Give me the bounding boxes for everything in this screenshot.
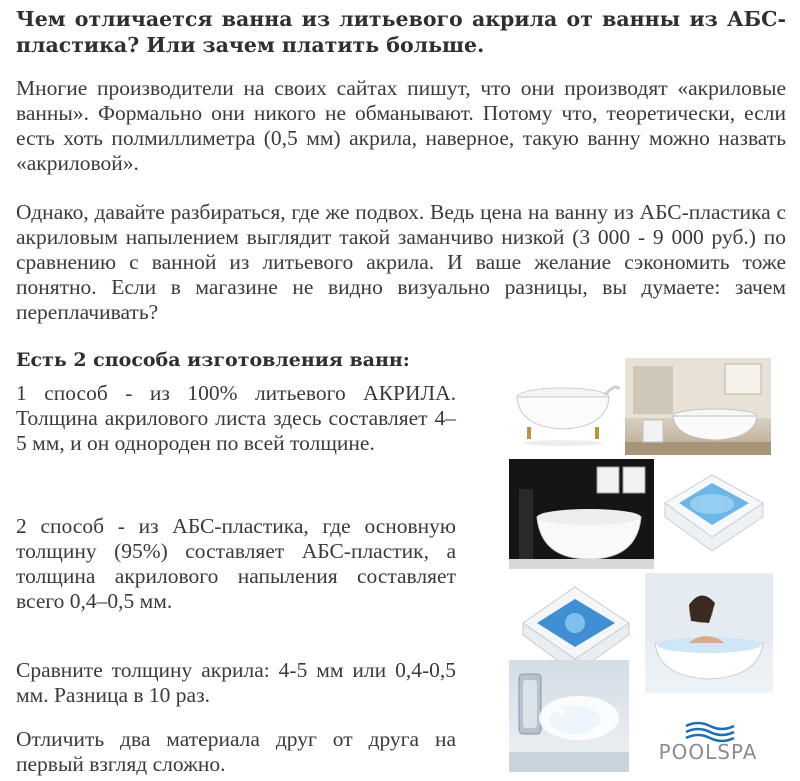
wave-icon [648,720,768,742]
bathroom-interior-image [625,358,771,455]
bathtub-gallery [505,355,785,775]
compare-text: Сравните толщину акрила: 4-5 мм или 0,4-0,5 мм. Разница в 10 раз. [16,658,456,707]
closing-text: Отличить два материала друг от друга на первый взгляд сложно. [16,727,456,776]
corner-tub-image [655,463,770,553]
article-title: Чем отличается ванна из литьевого акрила от ванны из АБС-пластика? Или зачем платить больше. [16,7,786,57]
woman-bath-image [645,573,773,693]
poolspa-logo [648,720,768,770]
clawfoot-tub-image [505,355,621,455]
method-2-text: 2 способ - из АБС-пластика, где основную толщину (95%) составляет АБС-пластик, а толщина акрилового напыления составляет всего 0,4–0,5 мм. [16,514,456,613]
logo-text: POOLSPA [658,740,758,764]
method-1-text: 1 способ - из 100% литьевого АКРИЛА. Толщина акрилового листа здесь составляет 4–5 мм, и он однороден по всей толщине. [16,381,456,455]
water-jet-image [509,660,629,772]
paragraph-intro: Многие производители на своих сайтах пишут, что они производят «акриловые ванны». Формально они никого не обманывают. Потому что, теоретически, если есть хоть полмиллиметра (0,5 мм) акрила, наверное, такую ванну можно назвать «акриловой». [16,76,786,175]
black-bathroom-image [509,459,654,569]
methods-subheading: Есть 2 способа изготовления ванн: [16,349,410,371]
paragraph-price: Однако, давайте разбираться, где же подвох. Ведь цена на ванну из АБС-пластика с акриловым напылением выглядит такой заманчиво низкой (3 000 - 9 000 руб.) по сравнению с ванной из литьевого акрила. И ваше желание сэкономить тоже понятно. Если в магазине не видно визуально разницы, вы думаете: зачем переплачивать? [16,200,786,324]
